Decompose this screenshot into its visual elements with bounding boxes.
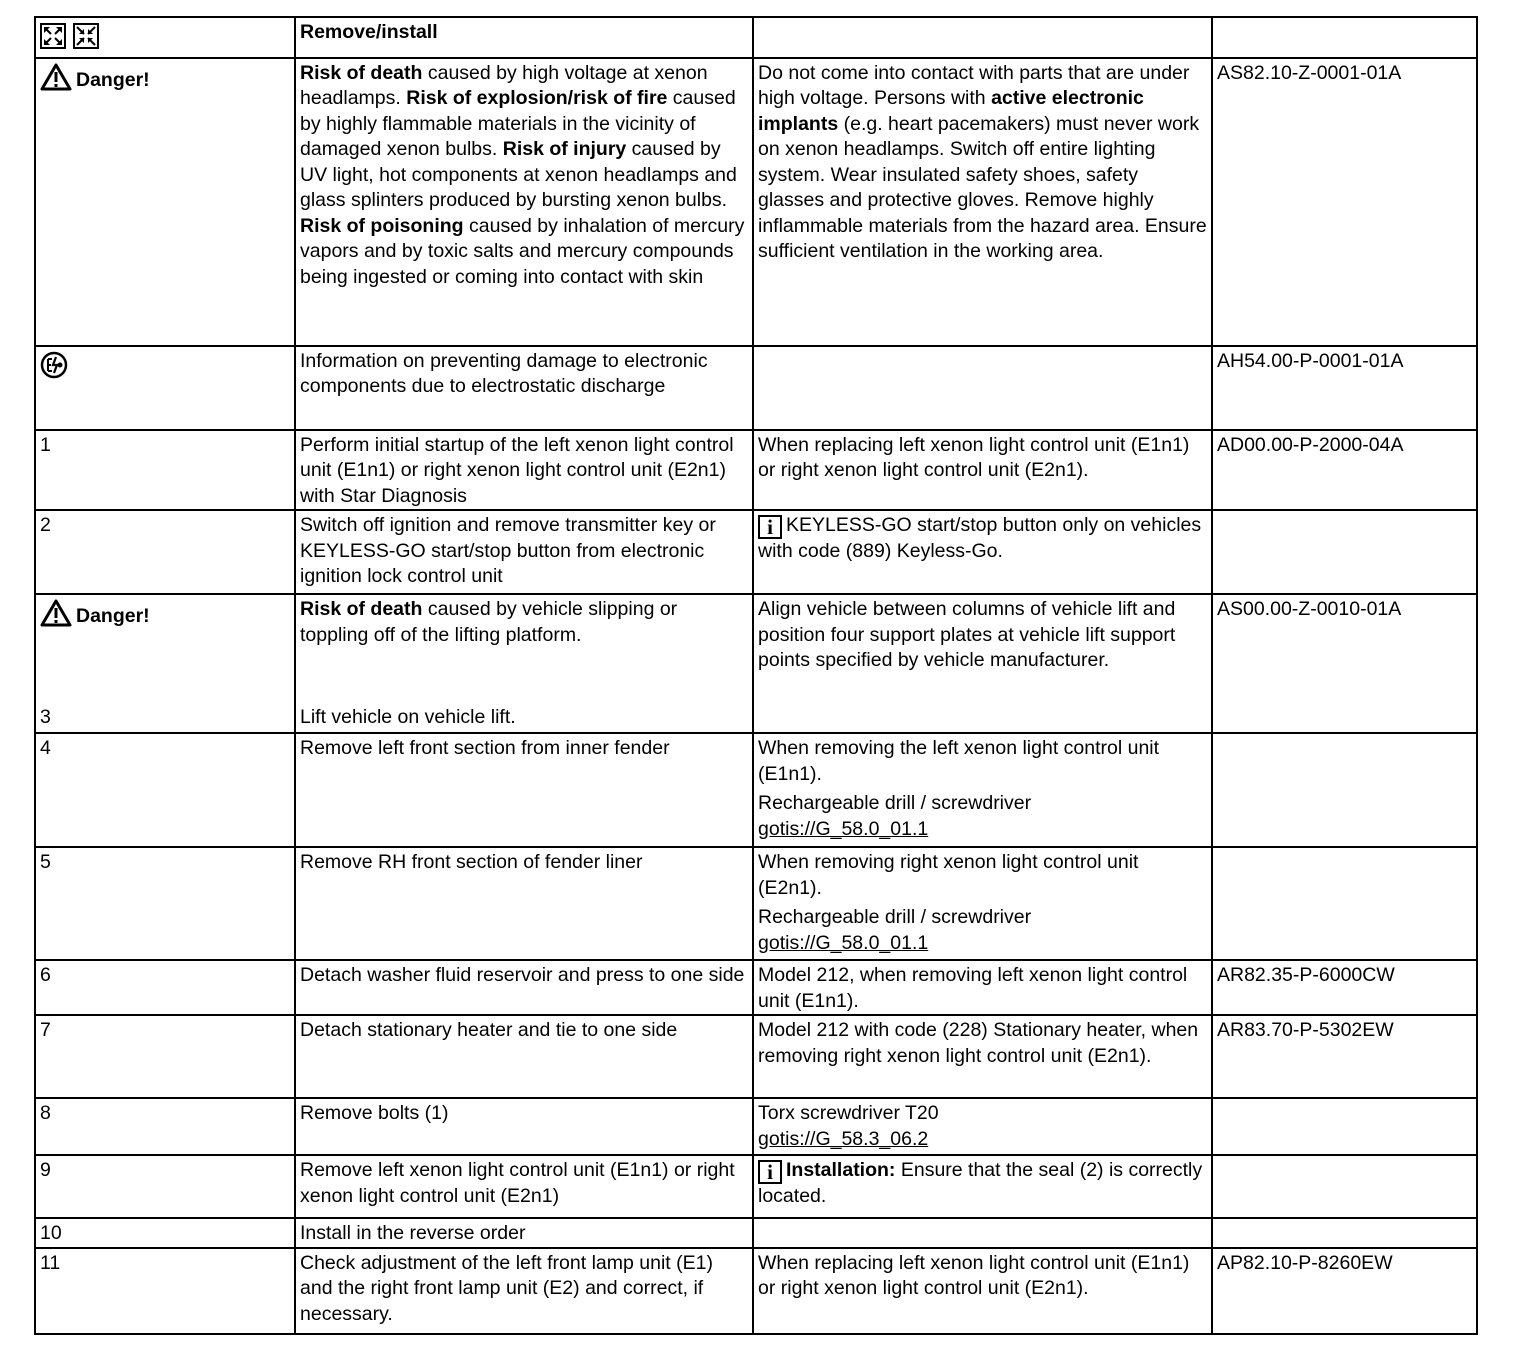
risk-text: Risk of explosion/risk of fire [406,87,668,109]
table-row [35,346,1477,430]
step-text: Detach stationary heater and tie to one side [300,1019,678,1041]
step-text: Switch off ignition and remove transmitter key or KEYLESS-GO start/stop button from electronic ignition lock control unit [300,514,716,587]
note-text: Do not come into contact with parts that are under high voltage. Persons with [758,61,1190,109]
warning-triangle-icon [40,63,72,99]
table-row [35,594,1477,733]
info-icon: i [758,515,782,539]
note-text: When replacing left xenon light control unit (E1n1) or right xenon light control unit (E2n1). [758,433,1190,481]
step-text: Remove left xenon light control unit (E1n1) or right xenon light control unit (E2n1) [300,1159,735,1207]
tool-name: Torx screwdriver T20 [758,1102,939,1124]
document-reference-link[interactable]: AS00.00-Z-0010-01A [1217,598,1402,620]
step-number: 2 [40,514,51,536]
document-reference-link[interactable]: AR82.35-P-6000CW [1217,964,1395,986]
document-reference-link[interactable]: AR83.70-P-5302EW [1217,1019,1394,1041]
tool-name: Rechargeable drill / screwdriver [758,792,1032,814]
risk-text: Risk of death [300,598,423,620]
note-text-bold: Installation: [786,1159,896,1181]
table-row [35,1015,1477,1098]
risk-text: Risk of injury [502,138,627,160]
step-text: Remove bolts (1) [300,1102,449,1124]
risk-text: Risk of death [300,61,423,84]
document-reference-link[interactable]: AS82.10-Z-0001-01A [1217,61,1402,84]
step-text: Install in the reverse order [300,1222,526,1244]
table-row [35,1218,1477,1248]
step-text: Remove RH front section of fender liner [300,851,643,873]
step-number: 5 [40,851,51,873]
document-reference-link[interactable]: AH54.00-P-0001-01A [1217,349,1404,372]
note-text-bold: active electronic implants [758,87,1144,135]
note-text: Model 212, when removing left xenon light control unit (E1n1). [758,964,1188,1012]
step-number: 1 [40,433,51,456]
table-row [35,58,1477,346]
step-number: 10 [40,1222,62,1244]
step-number: 9 [40,1159,51,1181]
tool-link[interactable]: gotis://G_58.0_01.1 [758,817,929,840]
step-number: 6 [40,964,51,986]
collapse-all-icon[interactable] [73,23,99,57]
note-text: When replacing left xenon light control unit (E1n1) or right xenon light control unit (E2n1). [758,1251,1190,1299]
step-text: caused by high voltage at xenon headlamps. [300,61,708,109]
table-row [35,510,1477,594]
step-number: 8 [40,1102,51,1124]
step-number: 11 [40,1251,61,1274]
note-text: Model 212 with code (228) Stationary heater, when removing right xenon light control unit (E2n1). [758,1019,1199,1067]
risk-text: Risk of poisoning [300,214,464,237]
warning-triangle-icon [40,599,72,635]
note-text: Ensure that the seal (2) is correctly located. [758,1159,1203,1207]
note-text: Align vehicle between columns of vehicle lift and position four support plates at vehicle lift support points specified by vehicle manufacturer. [758,598,1176,671]
step-text: Check adjustment of the left front lamp unit (E1) and the right front lamp unit (E2) and correct, if necessary. [300,1251,713,1325]
table-row [35,847,1477,960]
step-text: Remove left front section from inner fender [300,737,670,759]
danger-label: Danger! [76,68,150,91]
step-text: caused by UV light, hot components at xenon headlamps and glass splinters produced by bursting xenon bulbs. [300,138,737,211]
table-row [35,960,1477,1015]
expand-all-icon[interactable] [40,23,66,57]
step-number: 4 [40,737,51,759]
table-row [35,733,1477,847]
table-row [35,1248,1477,1334]
note-text: When removing the left xenon light control unit (E1n1). [758,737,1160,785]
tool-link[interactable]: gotis://G_58.0_01.1 [758,931,929,954]
esd-protection-icon [40,351,68,387]
page-title: Remove/install [300,21,438,43]
step-text: caused by inhalation of mercury vapors and by toxic salts and mercury compounds being ingested or coming into contact with skin [300,214,745,288]
document-reference-link[interactable]: AD00.00-P-2000-04A [1217,433,1404,456]
note-text: (e.g. heart pacemakers) must never work on xenon headlamps. Switch off entire lighting system. Wear insulated safety shoes, safety glasses and protective gloves. Remove highly inflammable materials from the hazard area. Ensure sufficient ventilation in the working area. [758,112,1207,262]
procedure-table [34,16,1478,1335]
tool-link[interactable]: gotis://G_58.3_06.2 [758,1127,929,1150]
step-text: Lift vehicle on vehicle lift. [300,705,516,728]
tool-name: Rechargeable drill / screwdriver [758,906,1032,928]
step-text: caused by vehicle slipping or toppling off of the lifting platform. [300,598,678,646]
table-header-row [35,17,1477,58]
step-text: Information on preventing damage to electronic components due to electrostatic discharge [300,349,708,397]
step-text: caused by highly flammable materials in the vicinity of damaged xenon bulbs. [300,87,736,160]
step-text: Detach washer fluid reservoir and press to one side [300,964,745,986]
step-number: 3 [40,705,51,728]
note-text: KEYLESS-GO start/stop button only on vehicles with code (889) Keyless-Go. [758,514,1202,562]
info-icon: i [758,1160,782,1184]
document-reference-link[interactable]: AP82.10-P-8260EW [1217,1251,1393,1274]
note-text: When removing right xenon light control unit (E2n1). [758,851,1139,899]
table-row [35,1098,1477,1155]
danger-label: Danger! [76,605,150,627]
table-row [35,1155,1477,1218]
table-row [35,430,1477,511]
step-number: 7 [40,1019,51,1041]
step-text: Perform initial startup of the left xenon light control unit (E1n1) or right xenon light control unit (E2n1) with Star Diagnosis [300,433,734,507]
